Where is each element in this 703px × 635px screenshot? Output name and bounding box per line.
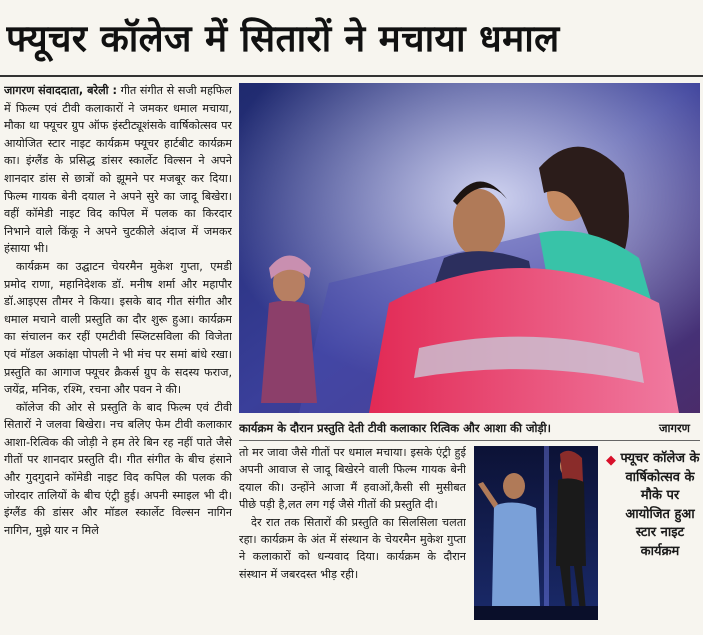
page-title: फ्यूचर कॉलेज में सितारों ने मचाया धमाल [6,17,560,60]
article-paragraph [4,82,232,258]
caption-divider [239,440,700,441]
article-left-column [4,82,232,630]
photo-caption [239,418,700,438]
secondary-photo [474,446,598,620]
diamond-bullet-icon: ◆ [606,453,616,468]
callout-text: फ्यूचर कॉलेज के वार्षिकोत्सव के मौके पर आयोजित हुआ स्टार नाइट कार्यक्रम [620,451,700,559]
article-paragraph: तो मर जावा जैसे गीतों पर धमाल मचाया। इसके एंट्री हुई अपनी आवाज से जादू बिखेरने वाली फिल्म गायक बेनी दयाल की। उन्होंने आजा मैं हवाओं,कैसी सी मुसीबत पीछे पड़ी है,लत लग गई जैसे गीतों की प्रस्तुति दी। [239,446,466,512]
byline: जागरण संवाददाता, बरेली : [4,84,118,97]
article-paragraph: देर रात तक सितारों की प्रस्तुति का सिलसिला चलता रहा। कार्यक्रम के अंत में संस्थान के चेयरमैन मुकेश गुप्ता ने कलाकारों को धन्यवाद दिया। कार्यक्रम के दौरान संस्थान में जबरदस्त भीड़ रही। [239,515,466,581]
headline-divider [0,75,703,77]
paragraph-text: गीत संगीत से सजी महफिल में फिल्म एवं टीवी कलाकारों ने जमकर धमाल मचाया, मौका था फ्यूचर ग्रुप ऑफ इंस्टीट्यूशंसके वार्षिकोत्सव पर आयोजित स्टार नाइट कार्यक्रम फ्यूचर हार्टबीट कार्यक्रम का। इंग्लैंड के प्रसिद्ध डांसर स्कार्लेट विल्सन ने अपने शानदार डांस से छात्रों को झूमने पर मजबूर कर दिया। फिल्म गायक बेनी दयाल ने अपने सुरे का जादू बिखेरा। वहीं कॉमेडी नाइट विद कपिल में पलक का किरदार निभाने वाले किंकू ने अपने चुटकीले अंदाज में जमकर हंसाया भी। [4,84,232,256]
sidebar-callout [604,450,700,630]
article-paragraph: कार्यक्रम का उद्घाटन चेयरमैन मुकेश गुप्ता, एमडी प्रमोद राणा, महानिदेशक डॉ. मनीष शर्मा और महापौर डॉ.आइएस तौमर ने किया। इसके बाद गीत संगीत और धमाल मचाने वाली प्रस्तुति का दौर शुरू हुआ। कार्यक्रम का संचालन कर रहीं एमटीवी स्प्लिटसविला की विजेता एवं मॉडल अकांक्षा पोपली ने भी मंच पर समां बांधे रखा। प्रस्तुति का आगाज फ्यूचर क्रैकर्स ग्रुप के सदस्य फराज, जयेंद्र, मनिक, रश्मि, रचना और पवन ने की। [4,259,232,397]
article-middle-column [239,444,466,630]
caption-text: कार्यक्रम के दौरान प्रस्तुति देती टीवी कलाकार रित्विक और आशा की जोड़ी। [239,421,551,435]
photo-credit: जागरण [658,421,690,435]
article-paragraph: कॉलेज की ओर से प्रस्तुति के बाद फिल्म एवं टीवी सितारों ने जलवा बिखेरा। नच बलिए फेम टीवी कलाकार आशा-रित्विक की जोड़ी ने हम तेरे बिन रह नहीं पाते जैसे गीतों पर शानदार प्रस्तुति दी। गीत संगीत के बीच हंसाने और गुदगुदाने कॉमेडी नाइट विद कपिल की पलक की जोरदार तालियों के बीच एंट्री हुई। अपनी स्माइल भी दी। इंग्लैंड की डांसर और मॉडल स्कार्लेट विल्सन नागिन नागिन, मुझे यार न मिले [4,400,232,537]
main-photo [239,83,700,413]
